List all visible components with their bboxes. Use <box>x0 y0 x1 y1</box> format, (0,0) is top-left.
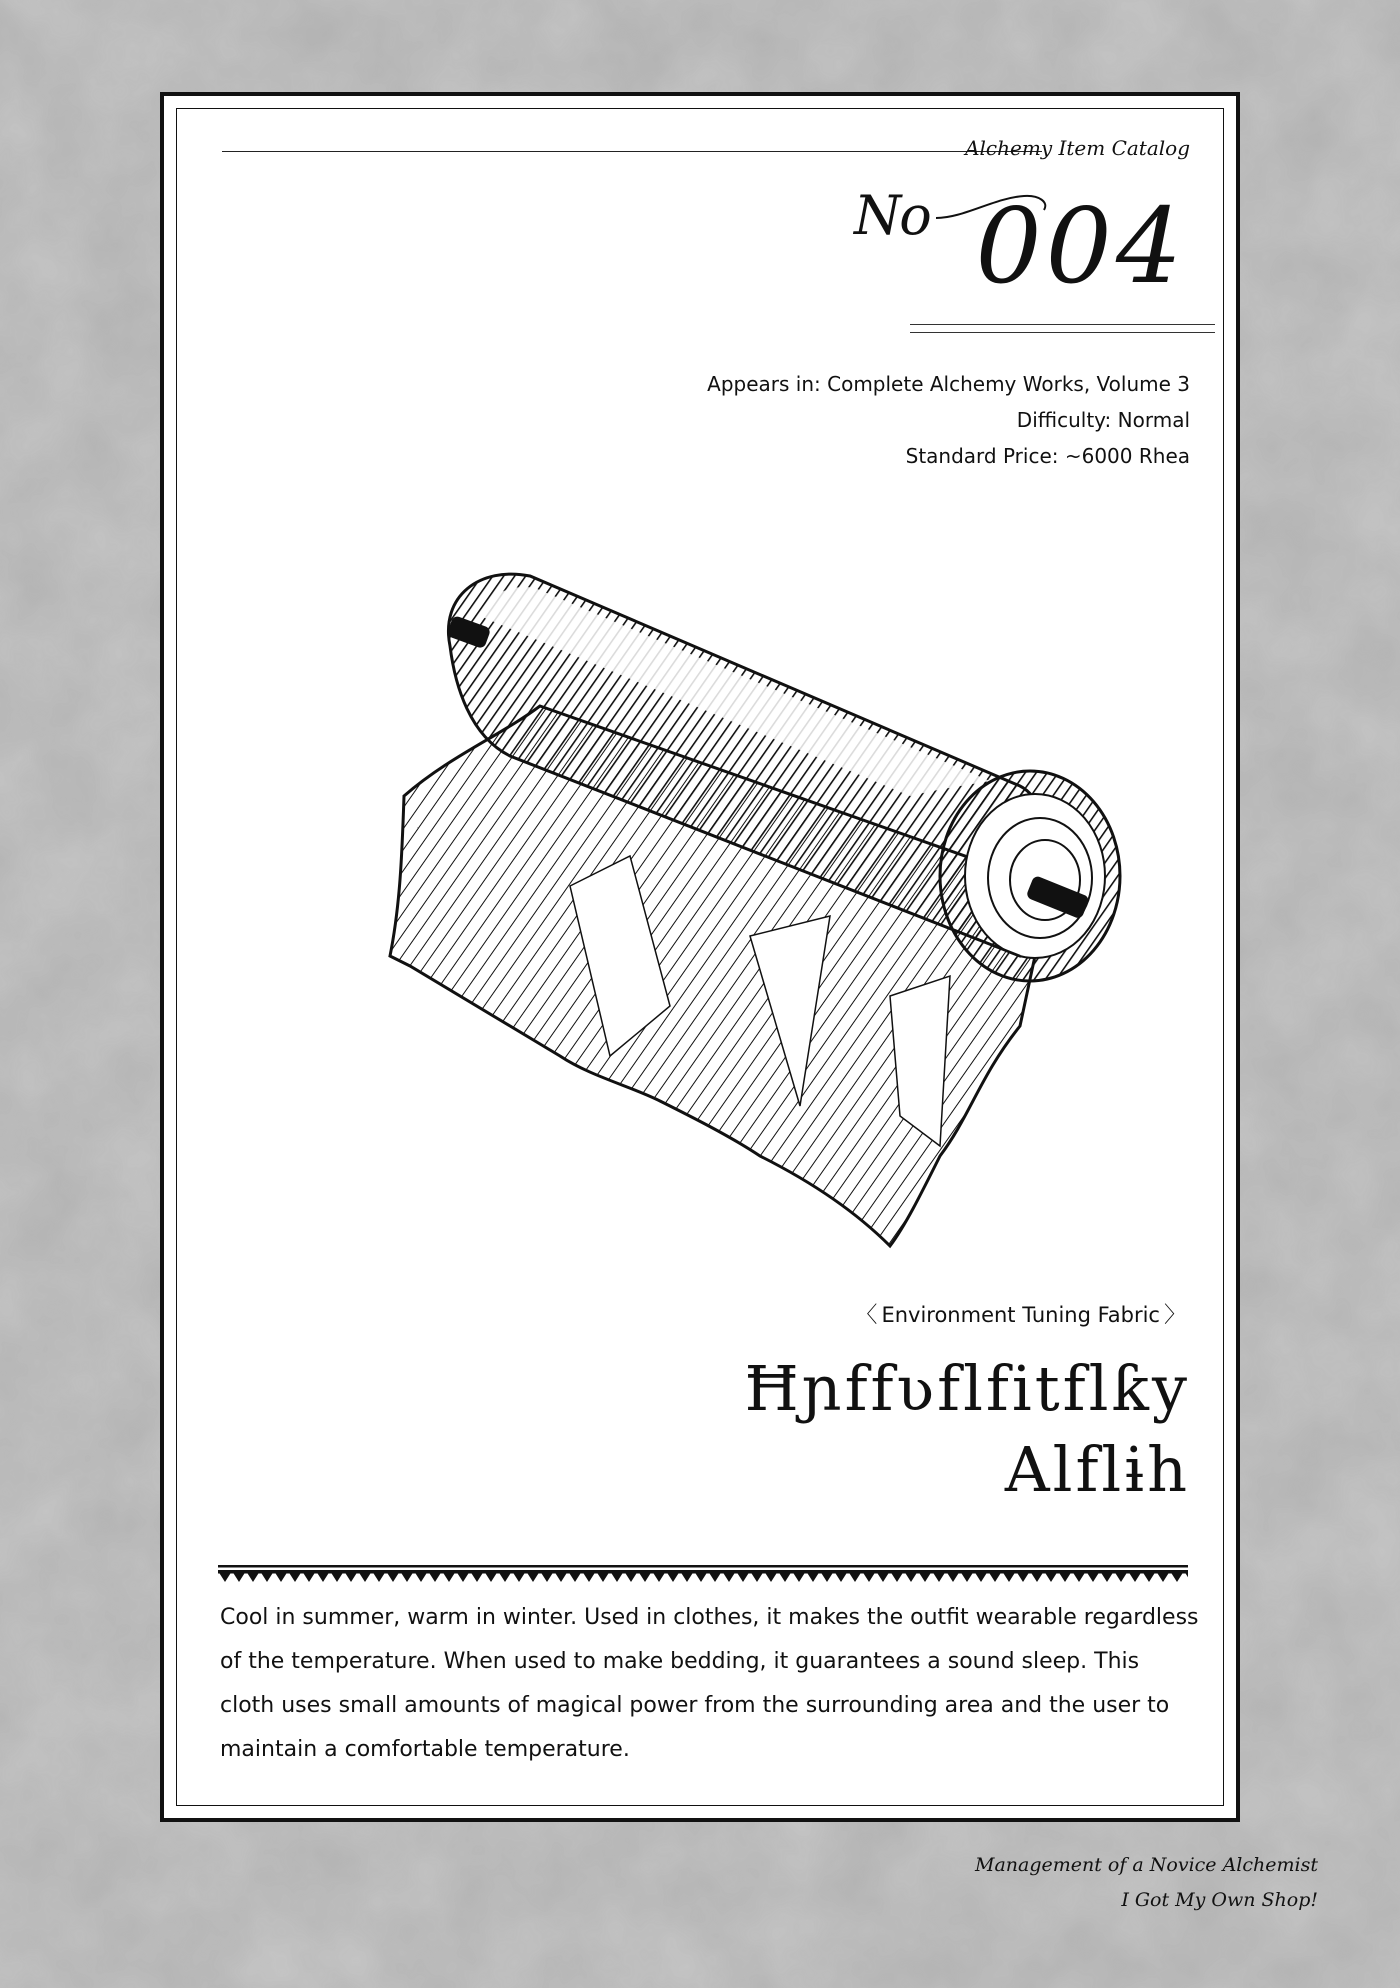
item-meta <box>707 366 1190 474</box>
meta-appears-in: Appears in: Complete Alchemy Works, Volume 3 <box>707 372 1190 396</box>
meta-price: Standard Price: ~6000 Rhea <box>905 444 1190 468</box>
item-subtitle-text: Environment Tuning Fabric <box>881 1303 1160 1327</box>
catalog-card <box>160 92 1240 1822</box>
book-title-line1: Management of a Novice Alchemist <box>974 1854 1318 1876</box>
fabric-roll-illustration-icon <box>330 556 1160 1256</box>
item-title-line2: Alflɨh <box>1004 1433 1190 1506</box>
number-rule-top <box>910 324 1215 325</box>
number-rule-bottom <box>910 332 1215 333</box>
catalog-label: Alchemy Item Catalog <box>965 136 1190 160</box>
book-title <box>975 1848 1318 1918</box>
item-description: Cool in summer, warm in winter. Used in clothes, it makes the outfit wearable regardless of the temperature. When used to make bedding, it guarantees a sound sleep. This cloth uses small amounts of magical power from the surrounding area and the user to maintain a comfortable temperature. <box>220 1605 1199 1762</box>
meta-difficulty: Difficulty: Normal <box>1016 408 1190 432</box>
subtitle-bracket-open: 〈 <box>855 1303 878 1328</box>
item-number: 004 <box>975 185 1186 307</box>
number-prefix: No <box>854 184 930 247</box>
book-title-line2: I Got My Own Shop! <box>1121 1889 1318 1911</box>
subtitle-bracket-close: 〉 <box>1163 1303 1186 1328</box>
item-title-line1: Ħɲffʋflfitflƙy <box>744 1352 1190 1425</box>
ornamental-divider-icon <box>218 1562 1188 1586</box>
catalog-header-rule <box>222 151 1042 152</box>
item-subtitle <box>851 1298 1190 1329</box>
